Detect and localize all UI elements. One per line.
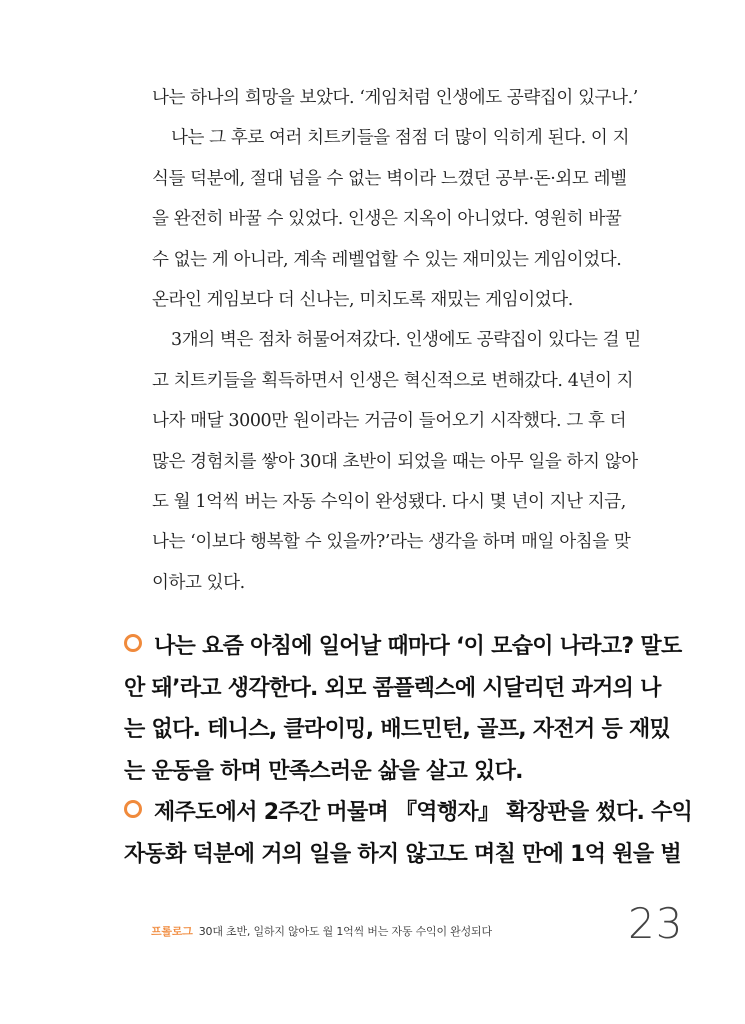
circle-bullet-icon — [124, 800, 142, 818]
body-line: 나자 매달 3000만 원이라는 거금이 들어오기 시작했다. 그 후 더 — [152, 411, 627, 432]
highlight-text: 제주도에서 2주간 머물며 『역행자』 확장판을 썼다. 수익 — [154, 800, 693, 825]
body-text — [152, 78, 672, 603]
body-line: 도 월 1억씩 버는 자동 수익이 완성됐다. 다시 몇 년이 지난 지금, — [152, 491, 626, 512]
page-footer — [151, 923, 492, 939]
chapter-title: 30대 초반, 일하지 않아도 월 1억씩 버는 자동 수익이 완성되다 — [198, 925, 492, 938]
body-line: 나는 ‘이보다 행복할 수 있을까?’라는 생각을 하며 매일 아침을 맞 — [152, 532, 631, 553]
body-line: 3개의 벽은 점차 허물어져갔다. 인생에도 공략집이 있다는 걸 믿 — [171, 330, 641, 351]
body-line: 나는 하나의 희망을 보았다. ‘게임처럼 인생에도 공략집이 있구나.’ — [152, 88, 638, 108]
highlight-list — [124, 626, 704, 875]
body-line: 수 없는 게 아니라, 계속 레벨업할 수 있는 재미있는 게임이었다. — [152, 249, 622, 270]
body-line: 많은 경험치를 쌓아 30대 초반이 되었을 때는 아무 일을 하지 않아 — [152, 451, 638, 472]
circle-bullet-icon — [124, 634, 142, 652]
section-label: 프롤로그 — [151, 925, 193, 938]
highlight-line: 는 운동을 하며 만족스러운 삶을 살고 있다. — [124, 758, 523, 784]
highlight-text: 나는 요즘 아침에 일어날 때마다 ‘이 모습이 나라고? 말도 — [154, 634, 682, 659]
page-number: 23 — [628, 899, 684, 948]
highlight-line — [124, 626, 704, 668]
body-line: 식들 덕분에, 절대 넘을 수 없는 벽이라 느꼈던 공부·돈·외모 레벨 — [152, 168, 627, 189]
highlight-line — [124, 792, 704, 834]
highlight-line: 안 돼’라고 생각한다. 외모 콤플렉스에 시달리던 과거의 나 — [124, 675, 661, 701]
body-line: 이하고 있다. — [152, 572, 245, 593]
body-line: 고 치트키들을 획득하면서 인생은 혁신적으로 변해갔다. 4년이 지 — [152, 370, 634, 391]
highlight-line: 는 없다. 테니스, 클라이밍, 배드민턴, 골프, 자전거 등 재밌 — [124, 717, 671, 742]
body-line: 을 완전히 바꿀 수 있었다. 인생은 지옥이 아니었다. 영원히 바꿀 — [152, 209, 622, 230]
highlight-line: 자동화 덕분에 거의 일을 하지 않고도 며칠 만에 1억 원을 벌 — [124, 841, 681, 867]
body-line: 나는 그 후로 여러 치트키들을 점점 더 많이 익히게 된다. 이 지 — [171, 128, 630, 149]
body-line: 온라인 게임보다 더 신나는, 미치도록 재밌는 게임이었다. — [152, 289, 573, 310]
